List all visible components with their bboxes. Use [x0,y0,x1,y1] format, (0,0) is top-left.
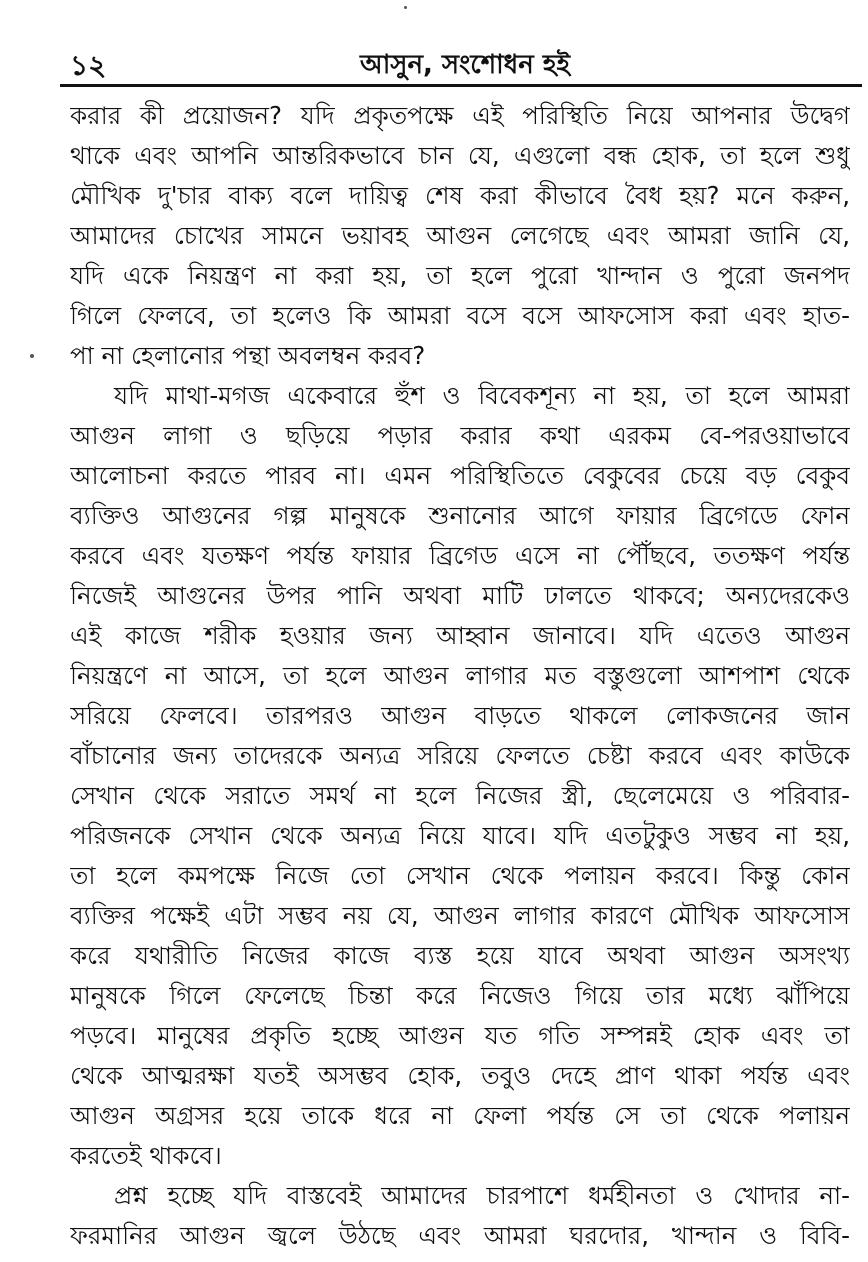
text-line: আগুন অগ্রসর হয়ে তাকে ধরে না ফেলা পর্যন্ত সে তা থেকে পলায়ন [70,1101,850,1130]
text-line: প্রশ্ন হচ্ছে যদি বাস্তবেই আমাদের চারপাশে ধর্মহীনতা ও খোদার না- [114,1181,850,1210]
text-line: নিজেই আগুনের উপর পানি অথবা মাটি ঢালতে থাকবে; অন্যদেরকেও [70,581,850,610]
text-line: থাকে এবং আপনি আন্তরিকভাবে চান যে, এগুলো বন্ধ হোক, তা হলে শুধু [70,141,850,170]
page-number: ১২ [70,49,107,82]
text-line: মানুষকে গিলে ফেলেছে চিন্তা করে নিজেও গিয়ে তার মধ্যে ঝাঁপিয়ে [70,981,850,1010]
text-line: সেখান থেকে সরাতে সমর্থ না হলে নিজের স্ত্রী, ছেলেমেয়ে ও পরিবার- [70,781,850,810]
scan-speck [404,6,407,9]
running-title: আসুন, সংশোধন হই [359,50,570,80]
text-line: করে যথারীতি নিজের কাজে ব্যস্ত হয়ে যাবে অথবা আগুন অসংখ্য [70,941,850,970]
text-line: থেকে আত্মরক্ষা যতই অসম্ভব হোক, তবুও দেহে প্রাণ থাকা পর্যন্ত এবং [70,1061,850,1090]
text-line: বাঁচানোর জন্য তাদেরকে অন্যত্র সরিয়ে ফেলতে চেষ্টা করবে এবং কাউকে [70,741,850,770]
text-line: করতেই থাকবে। [70,1141,222,1170]
text-line: গিলে ফেলবে, তা হলেও কি আমরা বসে বসে আফসোস করা এবং হাত- [70,301,850,330]
text-line: ব্যক্তিও আগুনের গল্প মানুষকে শুনানোর আগে ফায়ার ব্রিগেডে ফোন [70,501,850,530]
page-header [70,40,860,84]
text-line: ফরমানির আগুন জ্বলে উঠছে এবং আমরা ঘরদোর, খান্দান ও বিবি- [70,1221,850,1250]
text-line: নিয়ন্ত্রণে না আসে, তা হলে আগুন লাগার মত বস্তুগুলো আশপাশ থেকে [70,661,850,690]
text-line: তা হলে কমপক্ষে নিজে তো সেখান থেকে পলায়ন করবে। কিন্তু কোন [70,861,850,890]
text-line: ব্যক্তির পক্ষেই এটা সম্ভব নয় যে, আগুন লাগার কারণে মৌখিক আফসোস [70,901,850,930]
text-line: করার কী প্রয়োজন? যদি প্রকৃতপক্ষে এই পরিস্থিতি নিয়ে আপনার উদ্বেগ [70,101,850,130]
text-line: আমাদের চোখের সামনে ভয়াবহ আগুন লেগেছে এবং আমরা জানি যে, [70,221,850,250]
text-line: যদি মাথা-মগজ একেবারে হুঁশ ও বিবেকশূন্য না হয়, তা হলে আমরা [114,381,850,410]
text-line: মৌখিক দু'চার বাক্য বলে দায়িত্ব শেষ করা কীভাবে বৈধ হয়? মনে করুন, [70,181,850,210]
paragraph-1 [70,96,850,376]
paragraph-2 [70,376,850,1176]
text-line: করবে এবং যতক্ষণ পর্যন্ত ফায়ার ব্রিগেড এসে না পৌঁছবে, ততক্ষণ পর্যন্ত [70,541,850,570]
text-line: এই কাজে শরীক হওয়ার জন্য আহ্বান জানাবে। যদি এতেও আগুন [70,621,850,650]
text-line: আগুন লাগা ও ছড়িয়ে পড়ার করার কথা এরকম বে-পরওয়াভাবে [70,421,850,450]
text-line: পড়বে। মানুষের প্রকৃতি হচ্ছে আগুন যত গতি সম্পন্নই হোক এবং তা [70,1021,850,1050]
paragraph-3 [70,1176,850,1256]
scan-speck [30,354,34,358]
header-rule [60,84,862,87]
text-line: পা না হেলানোর পন্থা অবলম্বন করব? [70,341,426,370]
text-line: পরিজনকে সেখান থেকে অন্যত্র নিয়ে যাবে। যদি এতটুকুও সম্ভব না হয়, [70,821,850,850]
text-line: যদি একে নিয়ন্ত্রণ না করা হয়, তা হলে পুরো খান্দান ও পুরো জনপদ [70,261,850,290]
text-line: সরিয়ে ফেলবে। তারপরও আগুন বাড়তে থাকলে লোকজনের জান [70,701,850,730]
text-line: আলোচনা করতে পারব না। এমন পরিস্থিতিতে বেকুবের চেয়ে বড় বেকুব [70,461,850,490]
body-text [70,96,850,1256]
